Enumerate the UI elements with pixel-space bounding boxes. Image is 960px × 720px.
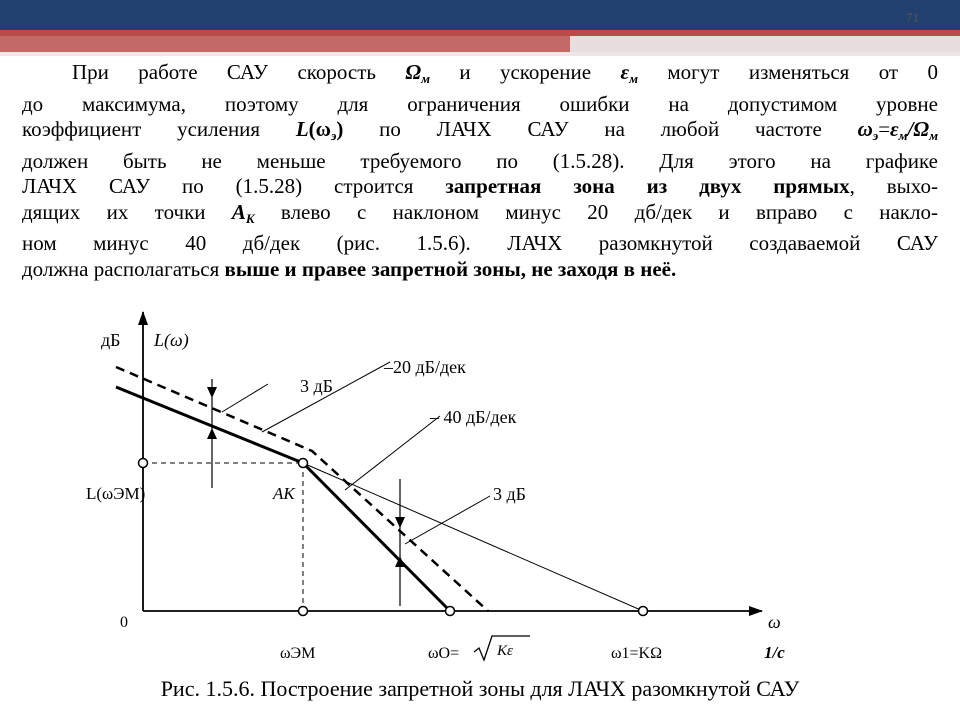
paragraph-line — [22, 117, 938, 149]
paragraph-line — [22, 149, 938, 175]
text-run: Ω — [913, 117, 930, 141]
text-run: При работе САУ скорость — [72, 60, 406, 84]
text-run: запретная зона из двух прямых — [445, 174, 850, 198]
leader-slope20 — [262, 362, 390, 432]
tick-wo-root: Kε — [497, 643, 513, 659]
tick-wem: ωЭМ — [280, 645, 316, 662]
lafc-shifted-curve — [116, 367, 488, 611]
arrow-down-icon — [207, 387, 217, 398]
text-run: ω — [857, 117, 873, 141]
title-bar — [0, 0, 960, 30]
text-run: до максимума, поэтому для ограничения ошибки на допустимом уровне — [22, 91, 938, 116]
text-run: ЛАЧХ САУ по (1.5.28) строится — [22, 174, 446, 198]
offset2-label: 3 дБ — [493, 484, 526, 504]
text-run: дящих их точки — [22, 199, 232, 224]
text-run: = — [878, 117, 891, 141]
text-run: м — [421, 71, 430, 86]
slope20-label: –20 дБ/дек — [384, 357, 466, 377]
y-axis-unit: дБ — [101, 330, 121, 350]
paragraph-line — [22, 92, 938, 118]
text-run: A — [231, 199, 246, 224]
text-run: м — [629, 71, 638, 86]
text-run: (ω — [308, 117, 332, 141]
text-run: Ω — [405, 60, 422, 84]
text-run: м — [929, 128, 938, 143]
text-run: ε — [620, 60, 630, 84]
body-paragraph — [22, 60, 938, 282]
wem-point — [299, 607, 308, 616]
x-axis-label: ω — [768, 612, 781, 632]
paragraph-line — [22, 200, 938, 232]
paragraph-line — [22, 257, 938, 283]
figure-caption: Рис. 1.5.6. Построение запретной зоны для ЛАЧХ разомкнутой САУ — [160, 676, 800, 701]
accent-band-light — [0, 52, 960, 56]
text-run: ) — [336, 117, 344, 141]
wo-point — [446, 607, 455, 616]
text-run: должен быть не меньше требуемого по (1.5.28). Для этого на графике — [22, 148, 938, 173]
x-axis-unit: 1/c — [764, 643, 785, 662]
text-run: K — [245, 210, 255, 226]
leader-offset1 — [222, 384, 268, 412]
arrow-up-icon — [207, 428, 217, 439]
y-axis-func: L(ω) — [154, 330, 189, 350]
slide-number: 71 — [906, 10, 919, 25]
text-run: могут изменяться от 0 — [637, 60, 938, 84]
ak-point — [299, 459, 308, 468]
arrow-down-icon — [395, 517, 405, 528]
text-run: и ускорение — [429, 60, 621, 84]
paragraph-line — [22, 60, 938, 92]
text-run: э — [872, 128, 879, 143]
forbidden-line-40 — [303, 463, 643, 611]
text-run: влево с наклоном минус 20 дб/дек и вправо с накло- — [254, 199, 938, 224]
accent-band-right — [570, 36, 960, 52]
text-run: L — [295, 117, 309, 141]
w1-point — [639, 607, 648, 616]
text-run: м — [898, 128, 908, 143]
offset1-label: 3 дБ — [300, 376, 333, 396]
text-run: по ЛАЧХ САУ на любой частоте — [343, 117, 858, 141]
level-label: L(ωЭМ) — [86, 484, 146, 503]
ak-label: AK — [273, 484, 295, 503]
accent-band-left — [0, 36, 570, 52]
paragraph-line — [22, 174, 938, 200]
text-run: ном минус 40 дб/дек (рис. 1.5.6). ЛАЧХ разомкнутой создаваемой САУ — [22, 231, 938, 255]
lafc-diagram — [0, 300, 960, 676]
leader-slope40 — [345, 416, 440, 490]
text-run: э — [331, 128, 337, 143]
leader-offset2 — [405, 496, 490, 544]
slope40-label: – 40 дБ/дек — [430, 407, 517, 427]
tick-w1: ω1=KΩ — [611, 645, 662, 662]
origin-label: 0 — [120, 614, 128, 631]
text-run: должна располагаться — [22, 256, 225, 281]
text-run: / — [907, 117, 914, 141]
text-run: коэффициент усиления — [22, 117, 296, 141]
text-run: ε — [890, 117, 899, 141]
paragraph-line — [22, 231, 938, 257]
level-point — [139, 459, 148, 468]
text-run: , выхо- — [849, 174, 938, 198]
text-run: выше и правее запретной зоны, не заходя в неё. — [224, 256, 677, 281]
tick-wo: ωO= — [428, 645, 460, 662]
